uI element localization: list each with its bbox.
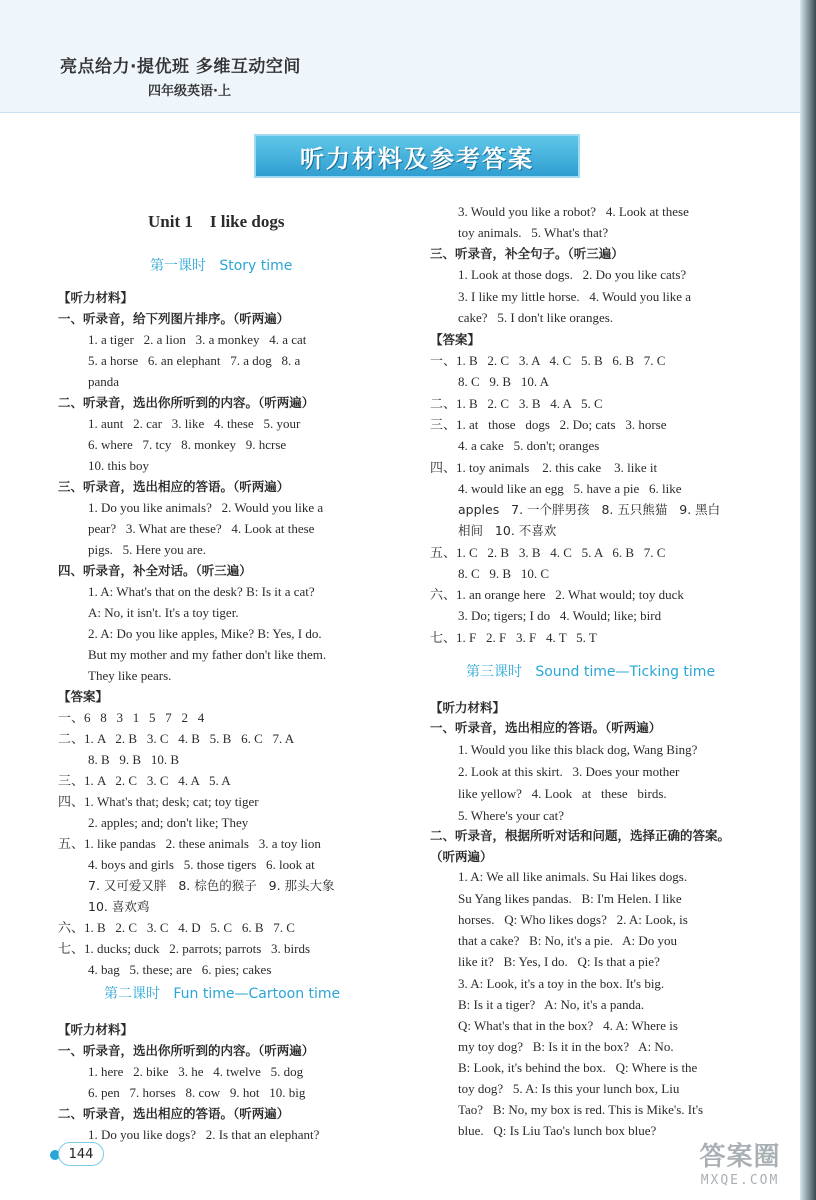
right-line: Q: What's that in the box? 4. A: Where is — [458, 1018, 678, 1033]
left-line: 一、6 8 3 1 5 7 2 4 — [58, 710, 205, 725]
left-line: pigs. 5. Here you are. — [88, 542, 207, 557]
right-line: B: Is it a tiger? A: No, it's a panda. — [458, 997, 645, 1012]
left-line: 五、1. like pandas 2. these animals 3. a toy lion — [58, 836, 321, 851]
right-line: 四、1. toy animals 2. this cake 3. like it — [430, 460, 658, 475]
right-line: Tao? B: No, my box is red. This is Mike's. It's — [458, 1102, 704, 1117]
lesson-heading-1: 第一课时 Story time — [150, 258, 293, 274]
left-line: 1. Do you like animals? 2. Would you like a — [88, 500, 324, 515]
right-line: 三、1. at those dogs 2. Do; cats 3. horse — [430, 417, 667, 432]
left-line: 【听力材料】 — [58, 290, 134, 305]
right-line: 3. A: Look, it's a toy in the box. It's big. — [458, 976, 665, 991]
left-line: 2. apples; and; don't like; They — [88, 815, 249, 830]
right-line: 5. Where's your cat? — [458, 808, 565, 823]
subject-label: 四年级英语·上 — [148, 84, 231, 99]
left-line: 1. aunt 2. car 3. like 4. these 5. your — [88, 416, 301, 431]
left-line: 10. 喜欢鸡 — [88, 899, 150, 914]
left-line: 二、听录音，选出相应的答语。（听两遍） — [58, 1106, 290, 1121]
left-line: They like pears. — [88, 668, 172, 683]
left-line: pear? 3. What are these? 4. Look at these — [88, 521, 315, 536]
right-line: 1. A: We all like animals. Su Hai likes dogs. — [458, 869, 688, 884]
left-line: 四、听录音，补全对话。（听三遍） — [58, 563, 252, 578]
right-line: 五、1. C 2. B 3. B 4. C 5. A 6. B 7. C — [430, 545, 666, 560]
left-line: 六、1. B 2. C 3. C 4. D 5. C 6. B 7. C — [58, 920, 295, 935]
right-line: 二、听录音，根据所听对话和问题，选择正确的答案。 — [430, 828, 731, 843]
right-line: 8. C 9. B 10. A — [458, 374, 550, 389]
right-line: Su Yang likes pandas. B: I'm Helen. I like — [458, 891, 682, 906]
left-line: 5. a horse 6. an elephant 7. a dog 8. a — [88, 353, 301, 368]
left-line: 6. where 7. tcy 8. monkey 9. hcrse — [88, 437, 287, 452]
right-line: 8. C 9. B 10. C — [458, 566, 550, 581]
page-edge — [800, 0, 816, 1200]
right-line: like yellow? 4. Look at these birds. — [458, 786, 667, 801]
left-line: 8. B 9. B 10. B — [88, 752, 180, 767]
lesson-heading-3: 第三课时 Sound time—Ticking time — [466, 664, 716, 680]
right-line: 相间 10. 不喜欢 — [458, 523, 557, 538]
unit-title: Unit 1 I like dogs — [148, 212, 285, 231]
section-banner: 听力材料及参考答案 — [254, 134, 580, 178]
left-line: 10. this boy — [88, 458, 150, 473]
right-line: like it? B: Yes, I do. Q: Is that a pie? — [458, 954, 660, 969]
watermark-logo — [676, 1136, 804, 1196]
right-line: 3. Would you like a robot? 4. Look at these — [458, 204, 689, 219]
right-line: that a cake? B: No, it's a pie. A: Do you — [458, 933, 677, 948]
right-line: 3. Do; tigers; I do 4. Would; like; bird — [458, 608, 662, 623]
left-line: 1. a tiger 2. a lion 3. a monkey 4. a cat — [88, 332, 307, 347]
right-line: 2. Look at this skirt. 3. Does your mother — [458, 764, 680, 779]
left-line: 【答案】 — [58, 689, 109, 704]
right-line: （听两遍） — [430, 849, 493, 864]
right-line: blue. Q: Is Liu Tao's lunch box blue? — [458, 1123, 657, 1138]
right-line: cake? 5. I don't like oranges. — [458, 310, 614, 325]
lesson-heading-2: 第二课时 Fun time—Cartoon time — [104, 986, 341, 1002]
right-line: 二、1. B 2. C 3. B 4. A 5. C — [430, 396, 603, 411]
left-line: 4. bag 5. these; are 6. pies; cakes — [88, 962, 272, 977]
left-line: panda — [88, 374, 120, 389]
right-line: toy animals. 5. What's that? — [458, 225, 609, 240]
right-line: 一、听录音，选出相应的答语。（听两遍） — [430, 720, 662, 735]
left-line: 7. 又可爱又胖 8. 棕色的猴子 9. 那头大象 — [88, 878, 335, 893]
left-line: 1. A: What's that on the desk? B: Is it a cat? — [88, 584, 315, 599]
right-line: 1. Would you like this black dog, Wang Bing? — [458, 742, 698, 757]
right-line: 一、1. B 2. C 3. A 4. C 5. B 6. B 7. C — [430, 353, 666, 368]
left-line: 一、听录音，选出你所听到的内容。（听两遍） — [58, 1043, 315, 1058]
left-line: 四、1. What's that; desk; cat; toy tiger — [58, 794, 259, 809]
left-line: 【听力材料】 — [58, 1022, 134, 1037]
left-line: 1. Do you like dogs? 2. Is that an elephant? — [88, 1127, 320, 1142]
left-line: A: No, it isn't. It's a toy tiger. — [88, 605, 239, 620]
left-line: 2. A: Do you like apples, Mike? B: Yes, I do. — [88, 626, 322, 641]
left-line: 4. boys and girls 5. those tigers 6. look at — [88, 857, 315, 872]
left-line: 6. pen 7. horses 8. cow 9. hot 10. big — [88, 1085, 306, 1100]
right-line: horses. Q: Who likes dogs? 2. A: Look, is — [458, 912, 688, 927]
right-line: 三、听录音，补全句子。（听三遍） — [430, 246, 624, 261]
right-line: 【听力材料】 — [430, 700, 506, 715]
right-line: 4. would like an egg 5. have a pie 6. like — [458, 481, 682, 496]
left-line: 1. here 2. bike 3. he 4. twelve 5. dog — [88, 1064, 304, 1079]
left-line: 三、听录音，选出相应的答语。（听两遍） — [58, 479, 290, 494]
right-line: 4. a cake 5. don't; oranges — [458, 438, 600, 453]
watermark-url: MXQE.COM — [700, 1173, 780, 1188]
left-line: 一、听录音，给下列图片排序。（听两遍） — [58, 311, 290, 326]
right-line: 3. I like my little horse. 4. Would you like a — [458, 289, 692, 304]
right-line: my toy dog? B: Is it in the box? A: No. — [458, 1039, 674, 1054]
left-line: 二、听录音，选出你所听到的内容。（听两遍） — [58, 395, 315, 410]
left-line: 三、1. A 2. C 3. C 4. A 5. A — [58, 773, 231, 788]
right-line: apples 7. 一个胖男孩 8. 五只熊猫 9. 黑白 — [458, 502, 721, 517]
right-line: 1. Look at those dogs. 2. Do you like cats? — [458, 267, 687, 282]
right-line: B: Look, it's behind the box. Q: Where is the — [458, 1060, 698, 1075]
right-line: 七、1. F 2. F 3. F 4. T 5. T — [430, 630, 597, 645]
series-title: 亮点给力·提优班 多维互动空间 — [60, 57, 301, 77]
right-line: 六、1. an orange here 2. What would; toy duck — [430, 587, 684, 602]
left-line: 七、1. ducks; duck 2. parrots; parrots 3. birds — [58, 941, 311, 956]
page-number: 144 — [58, 1142, 104, 1166]
right-line: 【答案】 — [430, 332, 481, 347]
left-line: But my mother and my father don't like them. — [88, 647, 327, 662]
left-line: 二、1. A 2. B 3. C 4. B 5. B 6. C 7. A — [58, 731, 295, 746]
right-line: toy dog? 5. A: Is this your lunch box, Liu — [458, 1081, 680, 1096]
watermark-text: 答案圈 — [699, 1142, 781, 1172]
